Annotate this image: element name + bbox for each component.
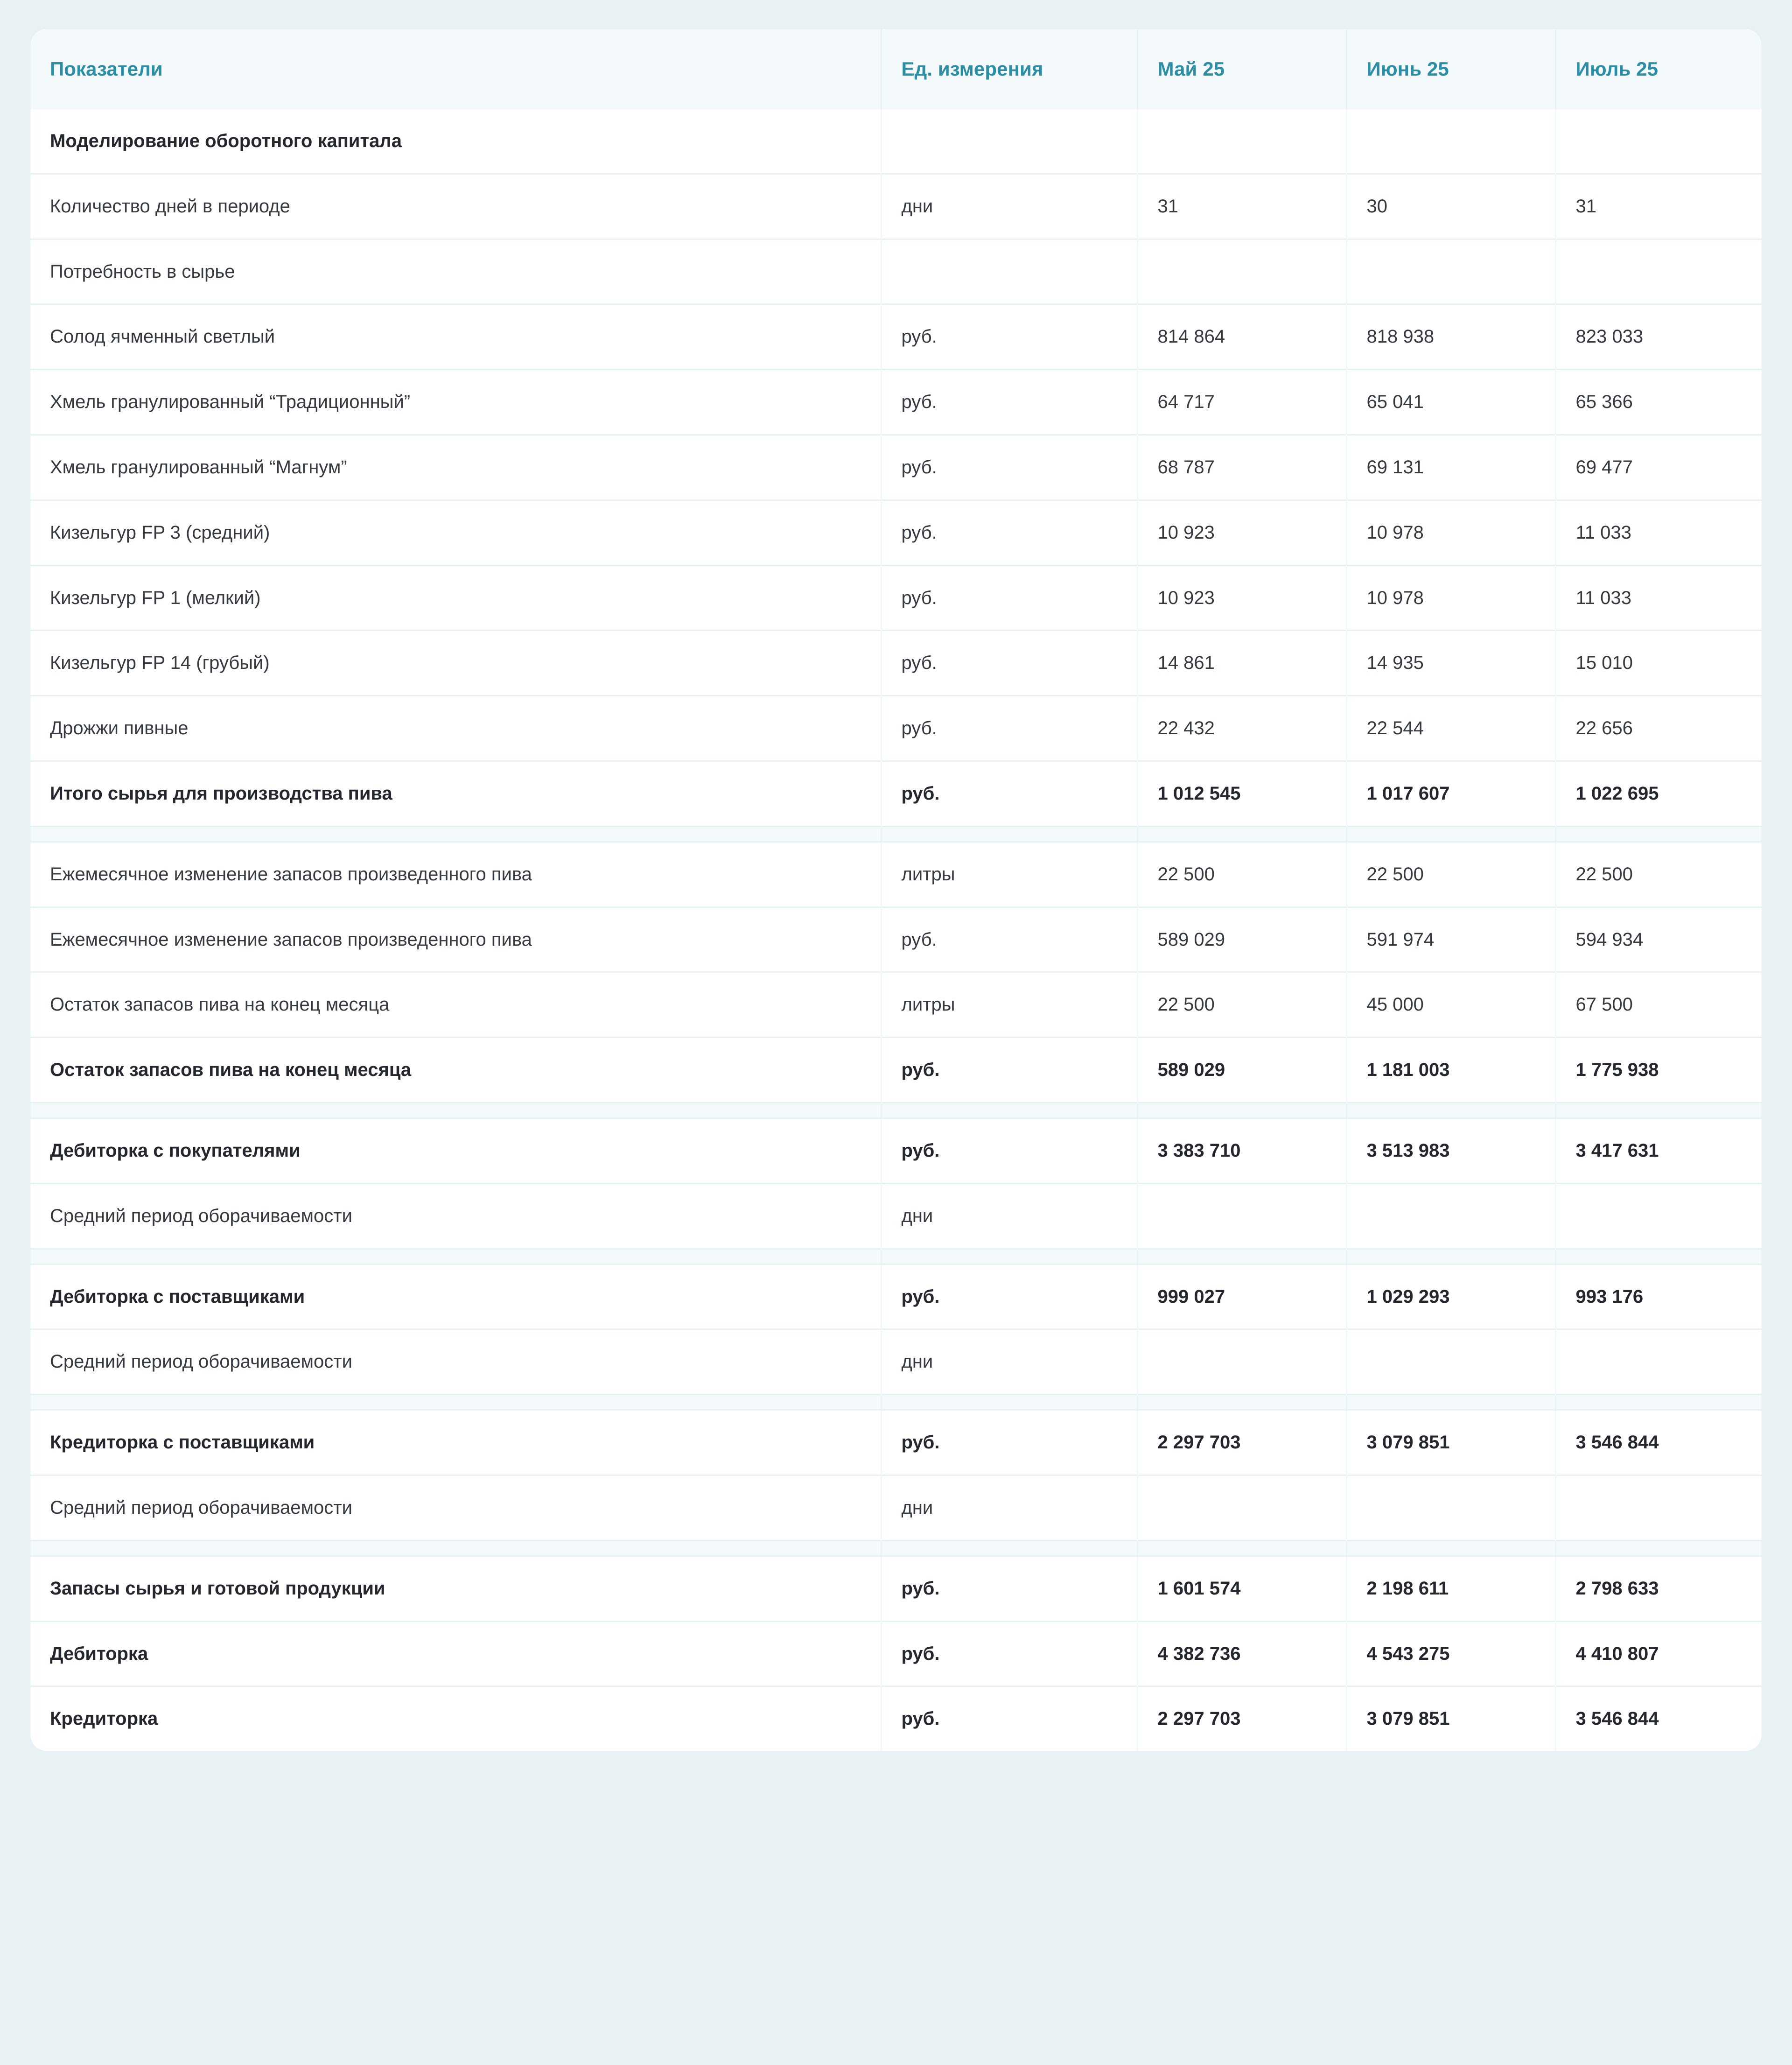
table-row: [30, 1556, 1762, 1621]
cell-may-25: 999 027: [1137, 1264, 1346, 1329]
cell-may-25: 589 029: [1137, 1038, 1346, 1103]
cell-july-25: 11 033: [1555, 500, 1762, 565]
cell-indicator: Запасы сырья и готовой продукции: [30, 1556, 881, 1621]
cell-may-25: 14 861: [1137, 631, 1346, 696]
cell-indicator: Средний период оборачиваемости: [30, 1183, 881, 1249]
spacer-cell: [881, 1540, 1137, 1556]
table-row: [30, 761, 1762, 826]
table-row: [30, 972, 1762, 1038]
cell-june-25: 1 017 607: [1346, 761, 1555, 826]
cell-indicator: Кизельгур FP 3 (средний): [30, 500, 881, 565]
cell-june-25: 3 079 851: [1346, 1410, 1555, 1475]
table-body: [30, 109, 1762, 1751]
cell-indicator: Ежемесячное изменение запасов произведенного пива: [30, 907, 881, 972]
cell-july-25: 1 022 695: [1555, 761, 1762, 826]
cell-may-25: [1137, 239, 1346, 304]
table-header-row: [30, 29, 1762, 109]
table-header: [30, 29, 1762, 109]
table-row: [30, 1183, 1762, 1249]
cell-unit: дни: [881, 174, 1137, 239]
table-section-spacer: [30, 826, 1762, 842]
cell-unit: руб.: [881, 1686, 1137, 1751]
cell-june-25: 818 938: [1346, 304, 1555, 370]
cell-july-25: 65 366: [1555, 370, 1762, 435]
cell-unit: руб.: [881, 1118, 1137, 1183]
table-row: [30, 109, 1762, 174]
cell-indicator: Дебиторка с покупателями: [30, 1118, 881, 1183]
cell-unit: руб.: [881, 761, 1137, 826]
cell-june-25: 69 131: [1346, 435, 1555, 500]
table-section-spacer: [30, 1249, 1762, 1264]
column-header-indicator: Показатели: [30, 29, 881, 109]
cell-unit: литры: [881, 972, 1137, 1038]
cell-indicator: Моделирование оборотного капитала: [30, 109, 881, 174]
cell-july-25: 69 477: [1555, 435, 1762, 500]
cell-july-25: [1555, 109, 1762, 174]
working-capital-table: [30, 29, 1762, 1751]
table-row: [30, 1475, 1762, 1540]
table-row: [30, 500, 1762, 565]
table-section-spacer: [30, 1395, 1762, 1410]
spacer-cell: [1137, 826, 1346, 842]
cell-june-25: 1 181 003: [1346, 1038, 1555, 1103]
column-header-july-25: Июль 25: [1555, 29, 1762, 109]
cell-may-25: 2 297 703: [1137, 1686, 1346, 1751]
cell-may-25: [1137, 109, 1346, 174]
table-row: [30, 435, 1762, 500]
table-row: [30, 907, 1762, 972]
spacer-cell: [30, 1395, 881, 1410]
cell-may-25: 3 383 710: [1137, 1118, 1346, 1183]
cell-july-25: 823 033: [1555, 304, 1762, 370]
table-row: [30, 370, 1762, 435]
cell-indicator: Кредиторка с поставщиками: [30, 1410, 881, 1475]
cell-july-25: 67 500: [1555, 972, 1762, 1038]
cell-june-25: [1346, 1475, 1555, 1540]
cell-indicator: Количество дней в периоде: [30, 174, 881, 239]
cell-june-25: 22 544: [1346, 696, 1555, 761]
cell-may-25: 10 923: [1137, 500, 1346, 565]
cell-june-25: [1346, 1183, 1555, 1249]
spacer-cell: [881, 826, 1137, 842]
cell-july-25: [1555, 1329, 1762, 1395]
spacer-cell: [30, 826, 881, 842]
cell-july-25: 3 546 844: [1555, 1686, 1762, 1751]
cell-indicator: Остаток запасов пива на конец месяца: [30, 1038, 881, 1103]
cell-june-25: 30: [1346, 174, 1555, 239]
cell-june-25: 1 029 293: [1346, 1264, 1555, 1329]
cell-unit: руб.: [881, 1556, 1137, 1621]
cell-may-25: 22 432: [1137, 696, 1346, 761]
spacer-cell: [30, 1103, 881, 1118]
spacer-cell: [1137, 1540, 1346, 1556]
cell-july-25: 2 798 633: [1555, 1556, 1762, 1621]
spacer-cell: [1346, 1103, 1555, 1118]
spacer-cell: [1555, 1103, 1762, 1118]
cell-indicator: Дебиторка: [30, 1621, 881, 1686]
cell-may-25: [1137, 1475, 1346, 1540]
cell-unit: руб.: [881, 304, 1137, 370]
table-row: [30, 565, 1762, 631]
table-row: [30, 631, 1762, 696]
cell-unit: руб.: [881, 370, 1137, 435]
cell-indicator: Дебиторка с поставщиками: [30, 1264, 881, 1329]
cell-unit: руб.: [881, 1621, 1137, 1686]
cell-unit: руб.: [881, 565, 1137, 631]
cell-indicator: Средний период оборачиваемости: [30, 1329, 881, 1395]
spacer-cell: [1555, 1540, 1762, 1556]
cell-july-25: 15 010: [1555, 631, 1762, 696]
spacer-cell: [1137, 1103, 1346, 1118]
cell-indicator: Хмель гранулированный “Традиционный”: [30, 370, 881, 435]
cell-june-25: 4 543 275: [1346, 1621, 1555, 1686]
cell-july-25: 31: [1555, 174, 1762, 239]
cell-indicator: Кизельгур FP 14 (грубый): [30, 631, 881, 696]
cell-unit: руб.: [881, 1410, 1137, 1475]
cell-may-25: 589 029: [1137, 907, 1346, 972]
cell-may-25: 68 787: [1137, 435, 1346, 500]
cell-may-25: 1 601 574: [1137, 1556, 1346, 1621]
cell-unit: дни: [881, 1329, 1137, 1395]
cell-unit: руб.: [881, 435, 1137, 500]
spacer-cell: [1137, 1249, 1346, 1264]
cell-unit: [881, 109, 1137, 174]
cell-unit: руб.: [881, 500, 1137, 565]
table-section-spacer: [30, 1103, 1762, 1118]
cell-july-25: 22 656: [1555, 696, 1762, 761]
cell-july-25: 1 775 938: [1555, 1038, 1762, 1103]
cell-may-25: 2 297 703: [1137, 1410, 1346, 1475]
spacer-cell: [1555, 1249, 1762, 1264]
column-header-june-25: Июнь 25: [1346, 29, 1555, 109]
cell-may-25: 64 717: [1137, 370, 1346, 435]
cell-june-25: 10 978: [1346, 565, 1555, 631]
cell-june-25: 2 198 611: [1346, 1556, 1555, 1621]
cell-unit: руб.: [881, 696, 1137, 761]
column-header-unit: Ед. измерения: [881, 29, 1137, 109]
cell-july-25: 3 546 844: [1555, 1410, 1762, 1475]
cell-unit: руб.: [881, 631, 1137, 696]
cell-indicator: Ежемесячное изменение запасов произведенного пива: [30, 842, 881, 907]
cell-july-25: 22 500: [1555, 842, 1762, 907]
cell-may-25: 1 012 545: [1137, 761, 1346, 826]
cell-may-25: 31: [1137, 174, 1346, 239]
cell-june-25: 10 978: [1346, 500, 1555, 565]
cell-may-25: 22 500: [1137, 842, 1346, 907]
cell-may-25: [1137, 1183, 1346, 1249]
cell-july-25: [1555, 239, 1762, 304]
cell-indicator: Дрожжи пивные: [30, 696, 881, 761]
cell-indicator: Кизельгур FP 1 (мелкий): [30, 565, 881, 631]
spacer-cell: [1346, 1249, 1555, 1264]
cell-may-25: 4 382 736: [1137, 1621, 1346, 1686]
cell-june-25: 22 500: [1346, 842, 1555, 907]
spacer-cell: [1346, 1540, 1555, 1556]
cell-june-25: [1346, 1329, 1555, 1395]
table-row: [30, 696, 1762, 761]
cell-july-25: 594 934: [1555, 907, 1762, 972]
cell-july-25: 11 033: [1555, 565, 1762, 631]
table-row: [30, 1686, 1762, 1751]
cell-july-25: 993 176: [1555, 1264, 1762, 1329]
table-row: [30, 1410, 1762, 1475]
cell-july-25: [1555, 1475, 1762, 1540]
cell-indicator: Потребность в сырье: [30, 239, 881, 304]
cell-may-25: 10 923: [1137, 565, 1346, 631]
table-row: [30, 1118, 1762, 1183]
cell-indicator: Средний период оборачиваемости: [30, 1475, 881, 1540]
spacer-cell: [881, 1103, 1137, 1118]
cell-july-25: 3 417 631: [1555, 1118, 1762, 1183]
table-row: [30, 1264, 1762, 1329]
working-capital-table-card: [30, 29, 1762, 1751]
cell-unit: литры: [881, 842, 1137, 907]
cell-unit: [881, 239, 1137, 304]
spacer-cell: [1555, 1395, 1762, 1410]
cell-indicator: Хмель гранулированный “Магнум”: [30, 435, 881, 500]
cell-may-25: 22 500: [1137, 972, 1346, 1038]
cell-may-25: 814 864: [1137, 304, 1346, 370]
cell-unit: дни: [881, 1475, 1137, 1540]
cell-unit: руб.: [881, 1264, 1137, 1329]
table-row: [30, 1038, 1762, 1103]
cell-july-25: 4 410 807: [1555, 1621, 1762, 1686]
spacer-cell: [881, 1395, 1137, 1410]
cell-unit: дни: [881, 1183, 1137, 1249]
spacer-cell: [1346, 826, 1555, 842]
cell-june-25: 3 513 983: [1346, 1118, 1555, 1183]
cell-june-25: 591 974: [1346, 907, 1555, 972]
cell-indicator: Солод ячменный светлый: [30, 304, 881, 370]
cell-indicator: Остаток запасов пива на конец месяца: [30, 972, 881, 1038]
cell-june-25: [1346, 239, 1555, 304]
column-header-may-25: Май 25: [1137, 29, 1346, 109]
cell-may-25: [1137, 1329, 1346, 1395]
spacer-cell: [1137, 1395, 1346, 1410]
cell-indicator: Итого сырья для производства пива: [30, 761, 881, 826]
spacer-cell: [881, 1249, 1137, 1264]
table-section-spacer: [30, 1540, 1762, 1556]
spacer-cell: [30, 1540, 881, 1556]
table-row: [30, 1621, 1762, 1686]
cell-june-25: 45 000: [1346, 972, 1555, 1038]
table-row: [30, 842, 1762, 907]
cell-june-25: 14 935: [1346, 631, 1555, 696]
cell-june-25: 65 041: [1346, 370, 1555, 435]
cell-unit: руб.: [881, 1038, 1137, 1103]
cell-june-25: [1346, 109, 1555, 174]
table-row: [30, 239, 1762, 304]
spacer-cell: [1346, 1395, 1555, 1410]
table-row: [30, 1329, 1762, 1395]
cell-indicator: Кредиторка: [30, 1686, 881, 1751]
cell-july-25: [1555, 1183, 1762, 1249]
cell-june-25: 3 079 851: [1346, 1686, 1555, 1751]
spacer-cell: [30, 1249, 881, 1264]
cell-unit: руб.: [881, 907, 1137, 972]
spacer-cell: [1555, 826, 1762, 842]
table-row: [30, 304, 1762, 370]
table-row: [30, 174, 1762, 239]
